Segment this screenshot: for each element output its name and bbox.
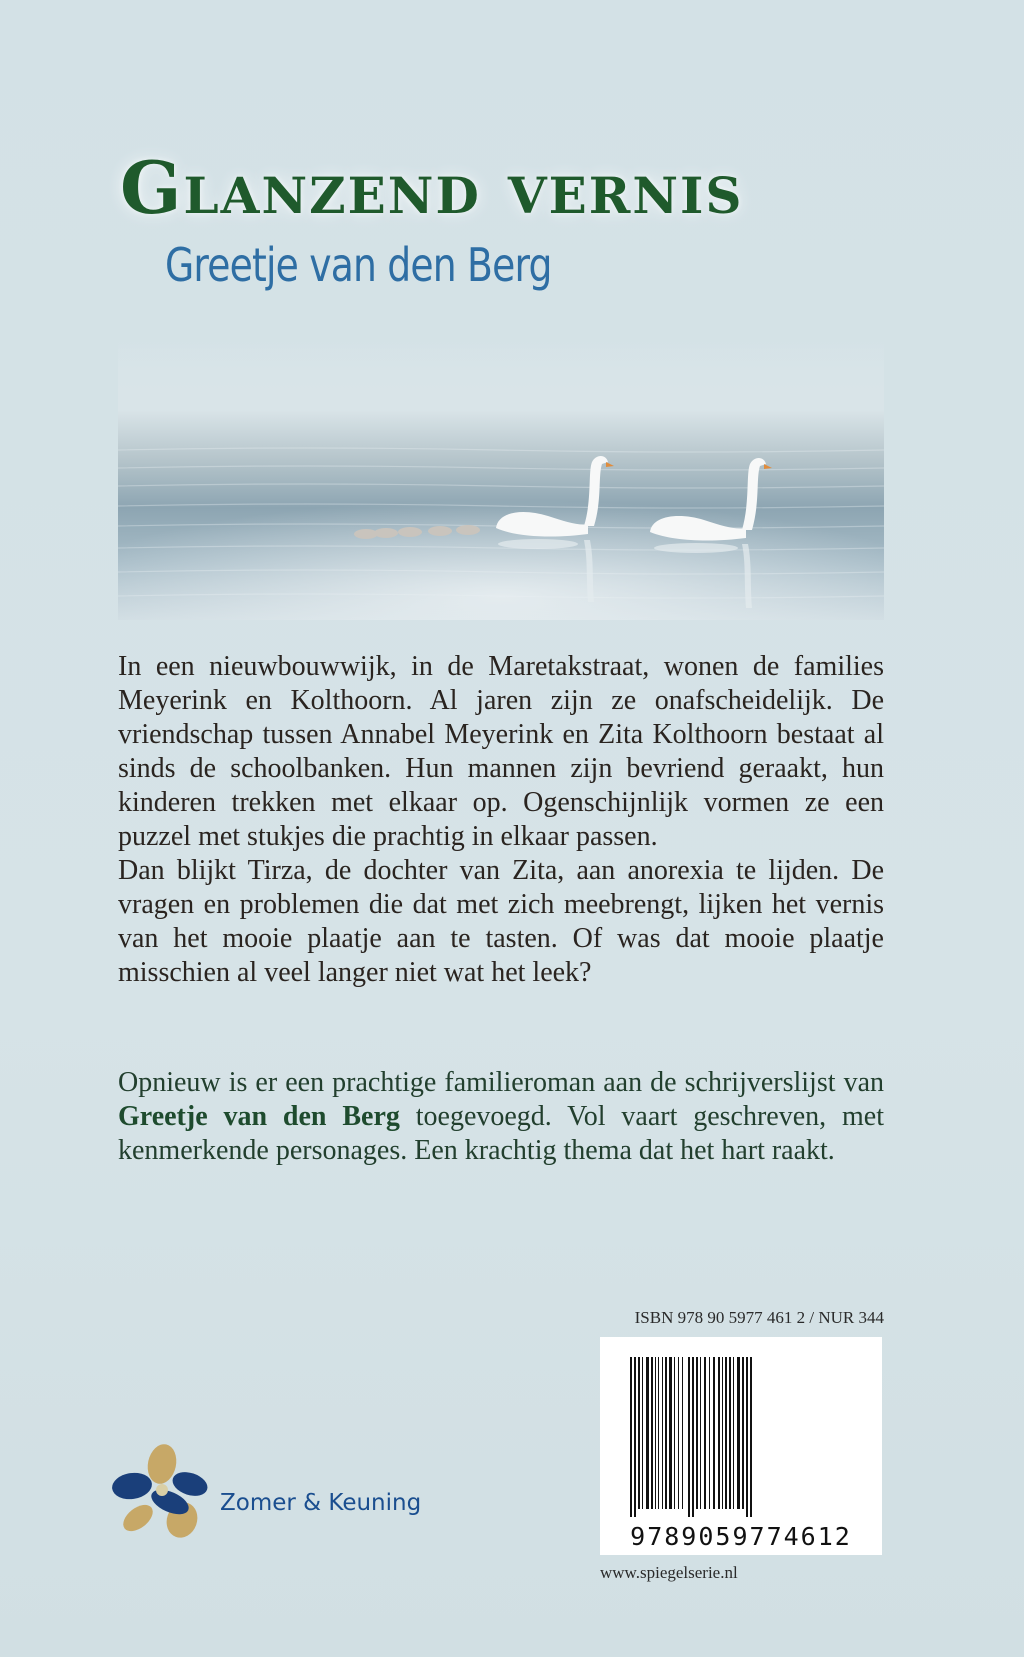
barcode-bar — [709, 1357, 710, 1509]
barcode-bar — [669, 1357, 672, 1509]
barcode-bar — [651, 1357, 653, 1509]
barcode-bar — [746, 1357, 748, 1517]
flower-logo-icon — [112, 1440, 212, 1540]
publisher-logo — [112, 1450, 432, 1520]
barcode — [600, 1337, 882, 1555]
barcode-bar — [718, 1357, 720, 1509]
promo-author-name: Greetje van den Berg — [118, 1101, 400, 1132]
barcode-bar — [665, 1357, 667, 1509]
barcode-bar — [682, 1357, 683, 1509]
cover-photo-swans — [118, 340, 884, 620]
barcode-bar — [733, 1357, 734, 1509]
barcode-bar — [638, 1357, 640, 1509]
promo-text — [118, 1066, 884, 1168]
promo-text-end: toegevoegd. Vol vaart geschreven, met kenmerkende personages. Een krachtig thema dat het hart raakt. — [118, 1101, 885, 1166]
barcode-bar — [729, 1357, 731, 1509]
barcode-bar — [646, 1357, 649, 1509]
website-url: www.spiegelserie.nl — [600, 1563, 738, 1582]
isbn-nur-line: ISBN 978 90 5977 461 2 / NUR 344 — [634, 1308, 884, 1327]
barcode-bar — [662, 1357, 663, 1509]
barcode-bar — [713, 1357, 715, 1509]
blurb-paragraph: In een nieuwbouwwijk, in de Maretakstraat, wonen de families Meyerink en Kolthoorn. Al jaren zijn ze onafscheidelijk. De vriendschap tussen Annabel Meyerink en Zita Kolthoorn bestaat al sinds de schoolbanken. Hun mannen zijn bevriend geraakt, hun kinderen trekken met elkaar op. Ogenschijnlijk vormen ze een puzzel met stukjes die prachtig in elkaar passen. — [118, 651, 884, 852]
book-author: Greetje van den Berg — [165, 238, 552, 292]
barcode-bar — [674, 1357, 675, 1509]
promo-text-start: Opnieuw is er een prachtige familieroman aan de schrijverslijst van — [118, 1067, 884, 1098]
barcode-bar — [634, 1357, 636, 1517]
book-blurb — [118, 650, 884, 990]
barcode-bar — [725, 1357, 727, 1509]
blurb-paragraph: Dan blijkt Tirza, de dochter van Zita, aan anorexia te lijden. De vragen en problemen die dat met zich meebrengt, lijken het vernis van het mooie plaatje aan te tasten. Of was dat mooie plaatje misschien al veel langer niet wat het leek? — [118, 855, 884, 988]
barcode-bar — [737, 1357, 740, 1509]
barcode-digits: 9789059774612 — [630, 1522, 852, 1551]
barcode-bar — [692, 1357, 694, 1517]
barcode-bar — [688, 1357, 690, 1517]
barcode-bar — [642, 1357, 643, 1509]
barcode-bar — [722, 1357, 723, 1509]
barcode-bar — [655, 1357, 656, 1509]
barcode-bar — [696, 1357, 698, 1509]
barcode-bar — [678, 1357, 679, 1509]
barcode-bar — [742, 1357, 744, 1509]
barcode-bar — [630, 1357, 632, 1517]
book-title: Glanzend vernis — [120, 145, 744, 230]
barcode-bar — [658, 1357, 659, 1509]
barcode-bar — [704, 1357, 706, 1509]
publisher-name: Zomer & Keuning — [220, 1490, 422, 1516]
swans-on-lake-image — [118, 340, 884, 620]
barcode-bar — [700, 1357, 701, 1509]
barcode-bar — [750, 1357, 752, 1517]
